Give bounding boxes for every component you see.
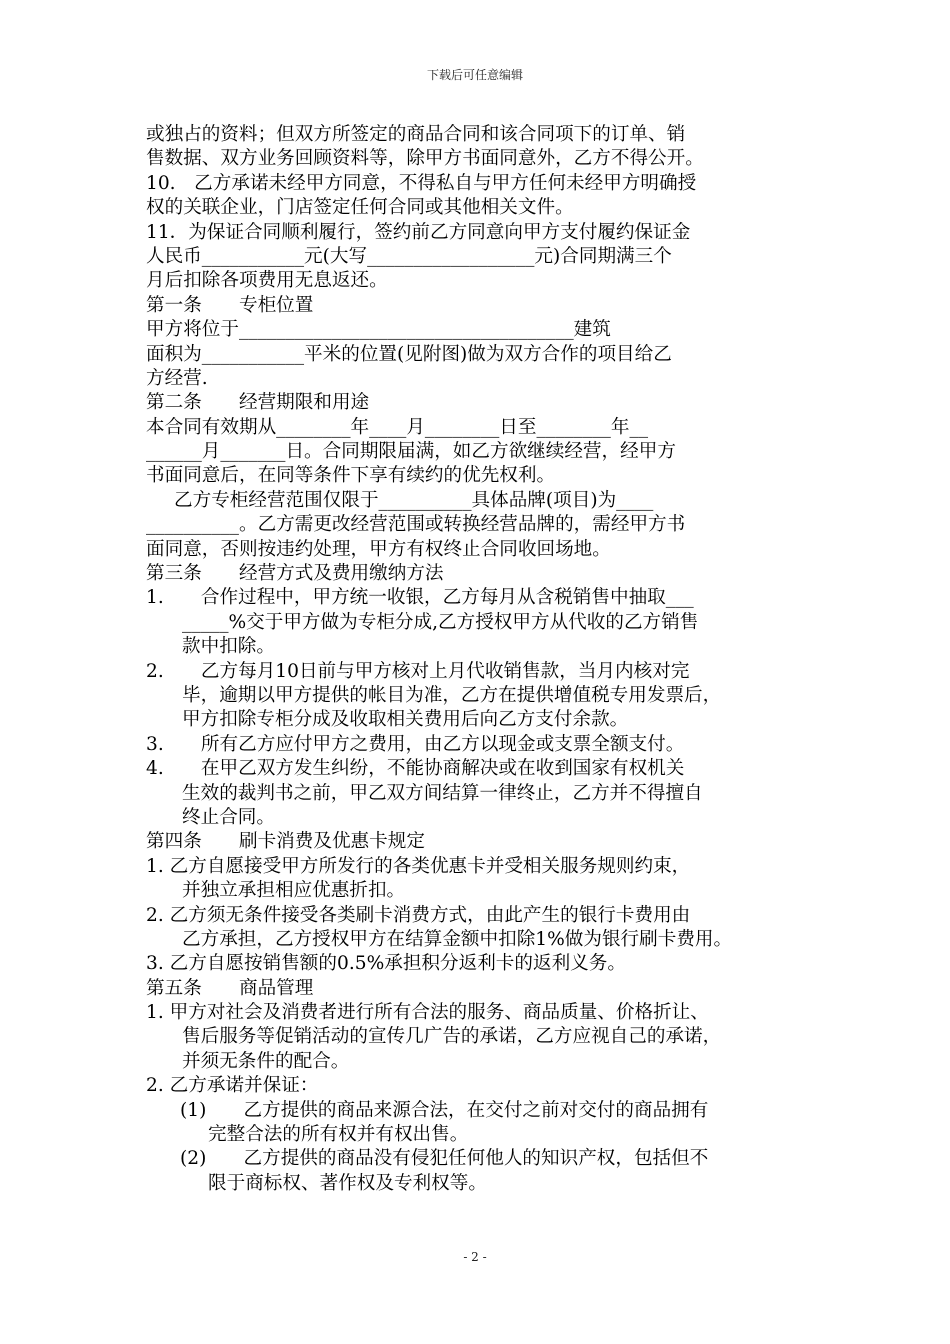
text-line: 乙方承担，乙方授权甲方在结算金额中扣除1%做为银行刷卡费用。 xyxy=(182,928,733,950)
text-line: 第三条 经营方式及费用缴纳方法 xyxy=(146,563,444,585)
text-line: 2. 乙方承诺并保证： xyxy=(146,1075,319,1097)
text-line: 3. 所有乙方应付甲方之费用，由乙方以现金或支票全额支付。 xyxy=(146,733,685,755)
text-line: (1) 乙方提供的商品来源合法，在交付之前对交付的商品拥有 xyxy=(180,1099,709,1121)
text-line: 10. 乙方承诺未经甲方同意，不得私自与甲方任何未经甲方明确授 xyxy=(146,172,697,194)
text-line: 限于商标权、著作权及专利权等。 xyxy=(208,1172,487,1194)
text-line: 款中扣除。 xyxy=(182,636,275,658)
text-line: 人民币___________元(大写__________________元)合同期满三个 xyxy=(146,245,672,267)
text-line: 本合同有效期从________年____月________日至________年__ xyxy=(146,416,649,438)
text-line: _____%交于甲方做为专柜分成,乙方授权甲方从代收的乙方销售 xyxy=(182,611,699,633)
text-line: 终止合同。 xyxy=(182,806,275,828)
text-line: 1. 甲方对社会及消费者进行所有合法的服务、商品质量、价格折让、 xyxy=(146,1002,709,1024)
text-line: 第一条 专柜位置 xyxy=(146,294,314,316)
page-header: 下载后可任意编辑 xyxy=(426,68,523,82)
text-line: 售后服务等促销活动的宣传几广告的承诺，乙方应视自己的承诺， xyxy=(182,1026,722,1048)
text-line: 甲方将位于____________________________________建筑 xyxy=(146,319,611,341)
text-line: 面积为___________平米的位置(见附图)做为双方合作的项目给乙 xyxy=(146,343,672,365)
text-line: 方经营. xyxy=(146,367,208,389)
text-line: 权的关联企业，门店签定任何合同或其他相关文件。 xyxy=(146,197,574,219)
text-line: 并独立承担相应优惠折扣。 xyxy=(182,880,406,902)
text-line: 第二条 经营期限和用途 xyxy=(146,392,370,414)
text-line: 乙方专柜经营范围仅限于__________具体品牌(项目)为____ xyxy=(174,489,654,511)
text-line: 第四条 刷卡消费及优惠卡规定 xyxy=(146,831,425,853)
text-line: 面同意，否则按违约处理，甲方有权终止合同收回场地。 xyxy=(146,538,611,560)
text-line: __________。乙方需更改经营范围或转换经营品牌的，需经甲方书 xyxy=(146,514,686,536)
document-body xyxy=(146,123,810,1196)
text-line: ______月_______日。合同期限届满，如乙方欲继续经营，经甲方 xyxy=(146,441,676,463)
text-line: 毕，逾期以甲方提供的帐目为准，乙方在提供增值税专用发票后， xyxy=(182,684,722,706)
text-line: 1. 乙方自愿接受甲方所发行的各类优惠卡并受相关服务规则约束， xyxy=(146,855,691,877)
text-line: 月后扣除各项费用无息返还。 xyxy=(146,270,388,292)
text-line: 2. 乙方每月10日前与甲方核对上月代收销售款，当月内核对完 xyxy=(146,660,690,682)
text-line: 或独占的资料；但双方所签定的商品合同和该合同项下的订单、销 xyxy=(146,124,686,145)
text-line: 完整合法的所有权并有权出售。 xyxy=(208,1124,469,1146)
text-line: 生效的裁判书之前，甲乙双方间结算一律终止，乙方并不得擅自 xyxy=(182,782,703,804)
text-line: 3. 乙方自愿按销售额的0.5%承担积分返利卡的返利义务。 xyxy=(146,953,626,975)
text-line: (2) 乙方提供的商品没有侵犯任何他人的知识产权，包括但不 xyxy=(180,1148,709,1170)
text-line: 甲方扣除专柜分成及收取相关费用后向乙方支付余款。 xyxy=(182,709,629,731)
text-line: 2. 乙方须无条件接受各类刷卡消费方式，由此产生的银行卡费用由 xyxy=(146,904,691,926)
text-line: 售数据、双方业务回顾资料等，除甲方书面同意外，乙方不得公开。 xyxy=(146,148,704,170)
text-line: 1. 合作过程中，甲方统一收银，乙方每月从含税销售中抽取___ xyxy=(146,587,694,609)
text-line: 第五条 商品管理 xyxy=(146,977,314,999)
page-number: - 2 - xyxy=(463,1250,487,1264)
text-line: 11．为保证合同顺利履行，签约前乙方同意向甲方支付履约保证金 xyxy=(146,221,691,243)
text-line: 并须无条件的配合。 xyxy=(182,1050,350,1072)
text-line: 4. 在甲乙双方发生纠纷，不能协商解决或在收到国家有权机关 xyxy=(146,758,685,780)
text-line: 书面同意后，在同等条件下享有续约的优先权利。 xyxy=(146,465,556,487)
